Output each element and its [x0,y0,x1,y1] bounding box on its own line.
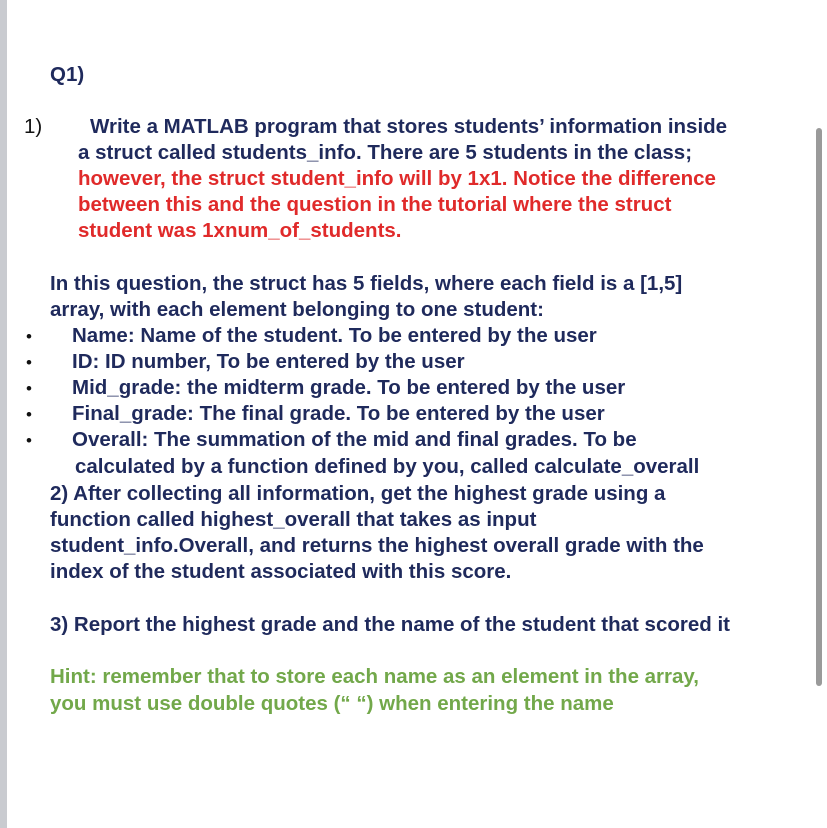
bullet: • [26,379,32,398]
bullet: • [26,353,32,372]
field-final-grade: Final_grade: The final grade. To be entered by the user [72,402,605,425]
item-number: 1) [24,115,43,138]
left-edge-bar [0,0,7,828]
part2-line-2: function called highest_overall that takes as input [50,508,537,531]
field-id: ID: ID number, To be entered by the user [72,350,465,373]
bullet: • [26,431,32,450]
vertical-scrollbar[interactable] [816,128,822,686]
intro-line-1: Write a MATLAB program that stores students’ information inside [90,115,728,138]
fields-intro-line-1: In this question, the struct has 5 fields, where each field is a [1,5] [50,272,683,295]
bullet: • [26,327,32,346]
field-overall: Overall: The summation of the mid and final grades. To be [72,428,637,451]
hint-line-2: you must use double quotes (“ “) when entering the name [50,692,614,715]
hint-line-1: Hint: remember that to store each name as an element in the array, [50,665,699,688]
question-title: Q1) [50,63,85,86]
part2-line-1: 2) After collecting all information, get the highest grade using a [50,482,666,505]
field-name: Name: Name of the student. To be entered by the user [72,324,597,347]
field-mid-grade: Mid_grade: the midterm grade. To be entered by the user [72,376,626,399]
intro-red-line-3: student was 1xnum_of_students. [78,219,402,242]
bullet: • [26,405,32,424]
field-overall-continuation: calculated by a function defined by you, called calculate_overall [75,455,700,478]
part2-line-4: index of the student associated with this score. [50,560,512,583]
intro-line-2: a struct called students_info. There are 5 students in the class; [78,141,693,164]
fields-intro-line-2: array, with each element belonging to one student: [50,298,544,321]
intro-red-line-1: however, the struct student_info will by 1x1. Notice the difference [78,167,716,190]
part3-line: 3) Report the highest grade and the name of the student that scored it [50,613,730,636]
intro-red-line-2: between this and the question in the tutorial where the struct [78,193,672,216]
part2-line-3: student_info.Overall, and returns the highest overall grade with the [50,534,704,557]
